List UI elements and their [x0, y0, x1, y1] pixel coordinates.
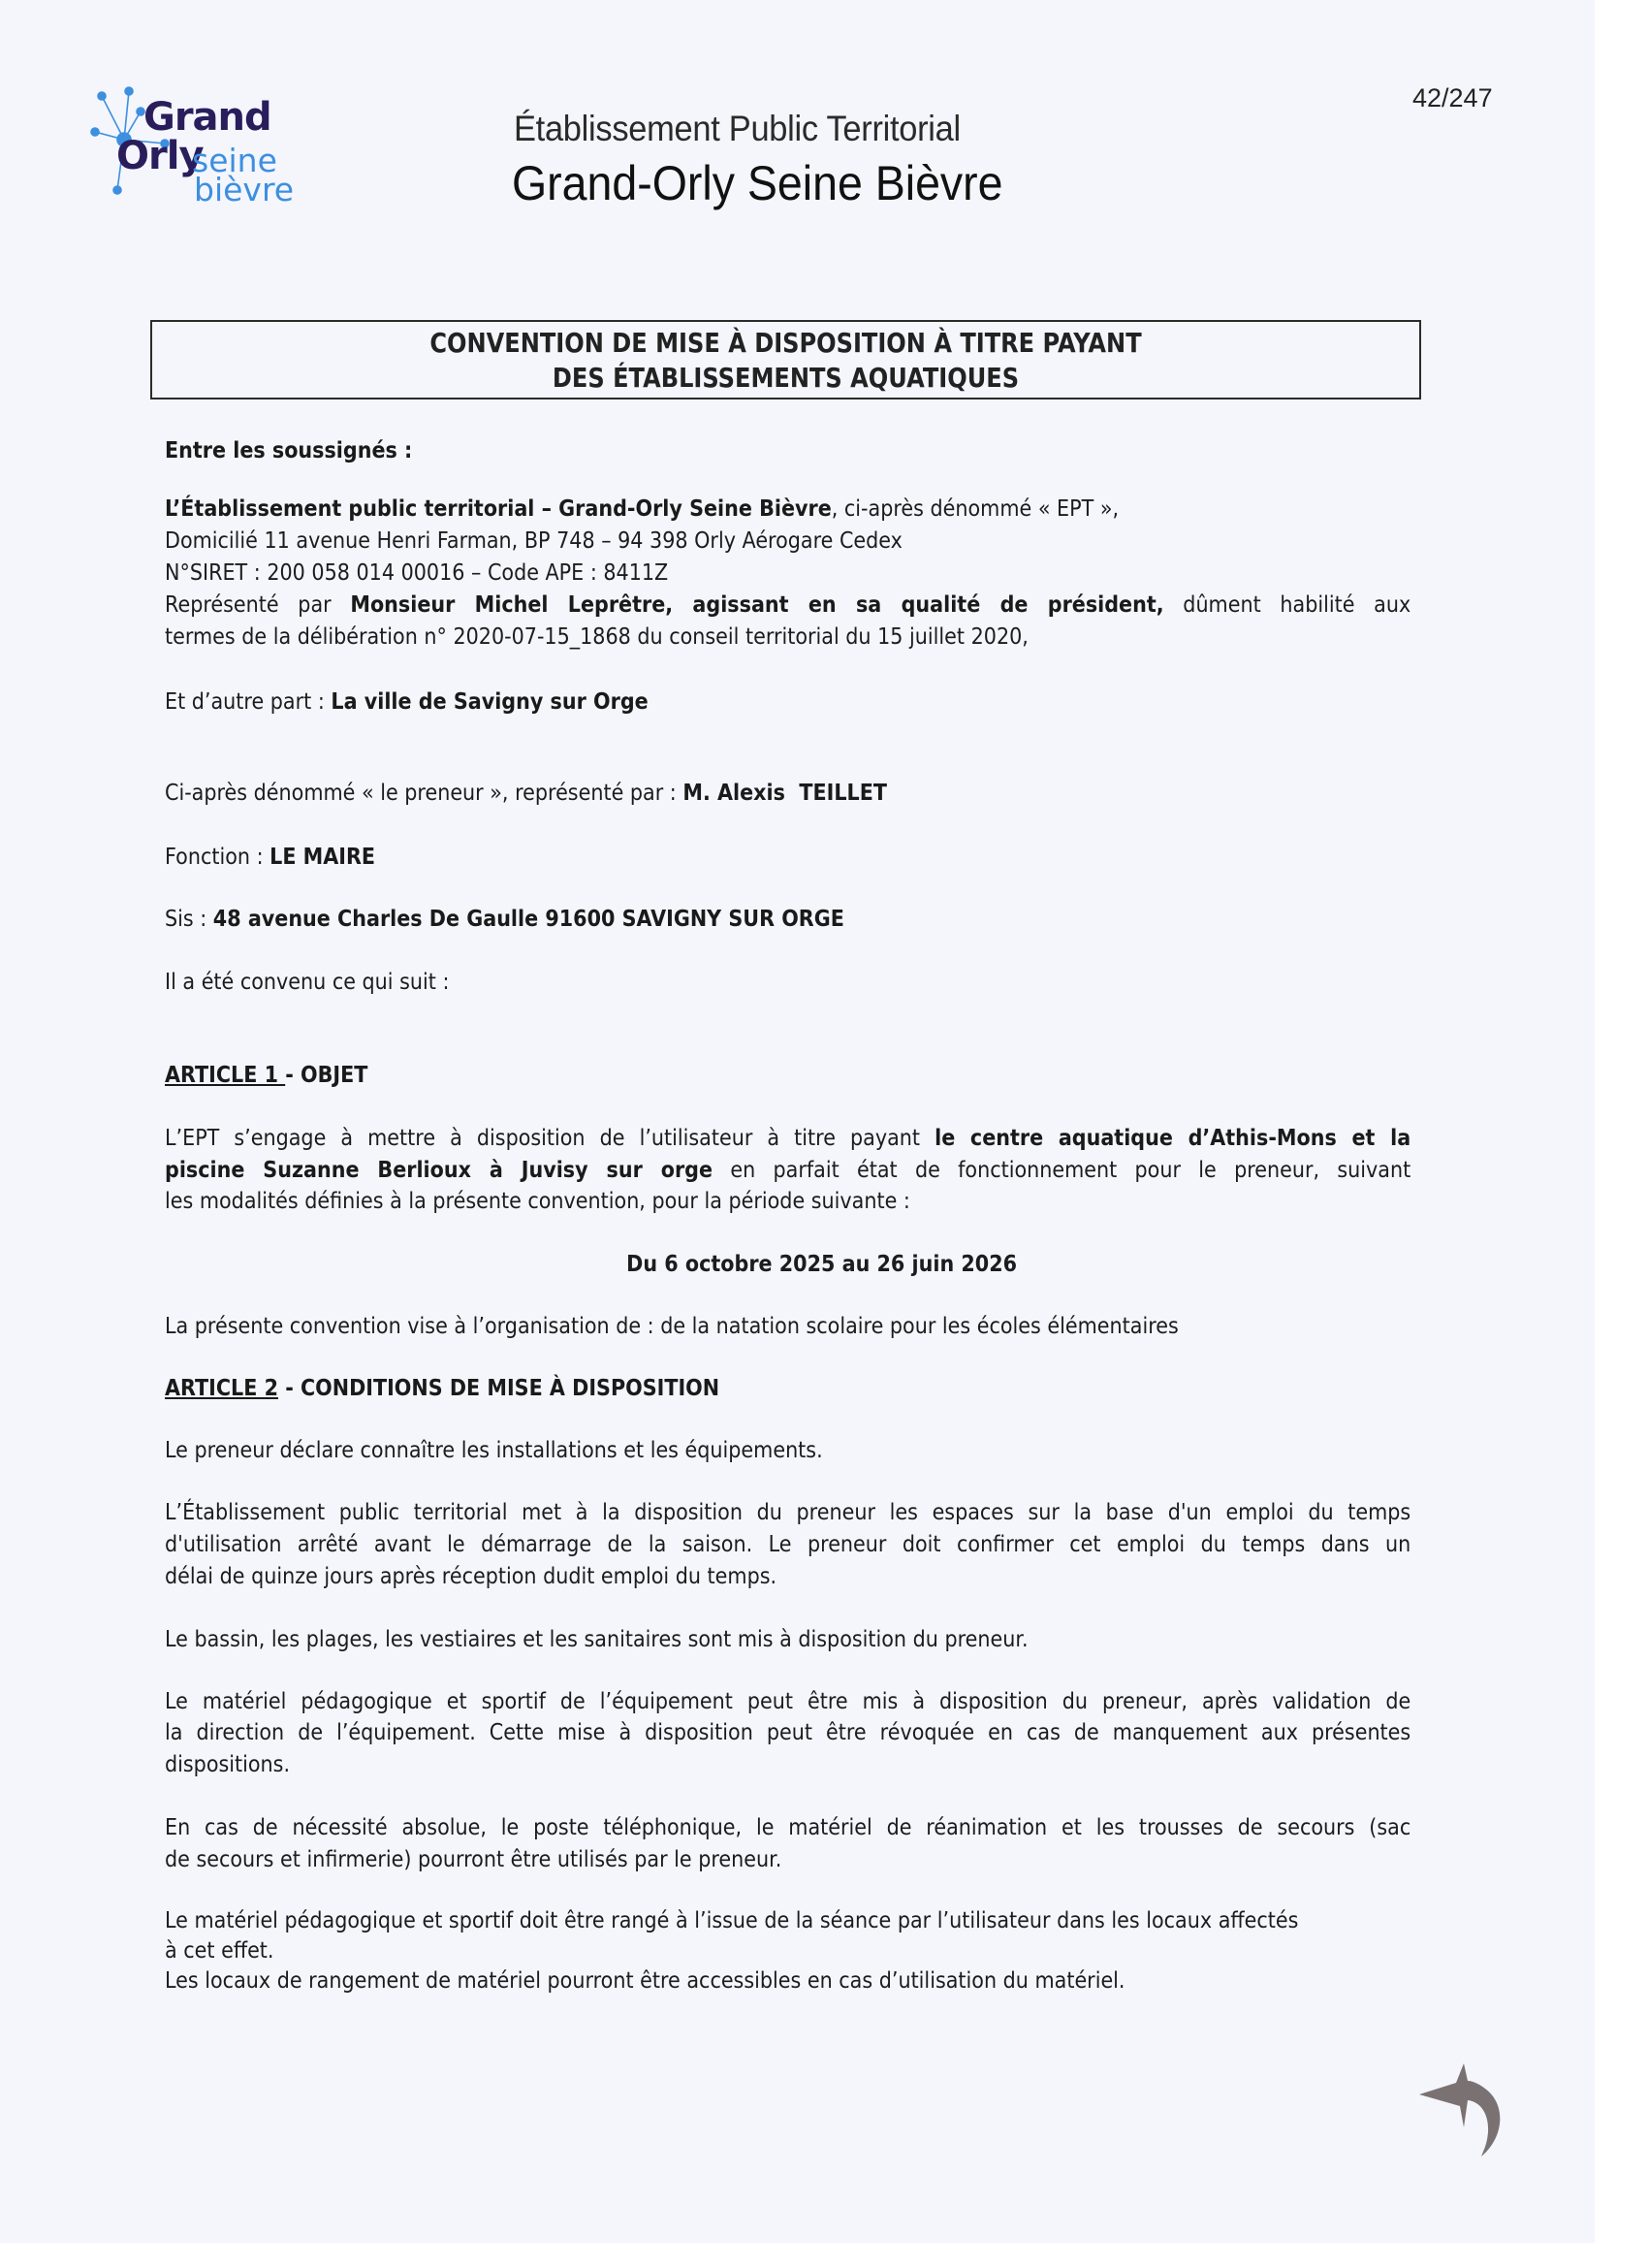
taker-function: [165, 843, 375, 872]
article1-p1-line2: [165, 1156, 1410, 1185]
article1-title: - OBJET: [285, 1063, 368, 1088]
document-title-line2: DES ÉTABLISSEMENTS AQUATIQUES: [552, 362, 1020, 394]
article1-p1-d: en parfait état de fonctionnement pour le preneur, suivant: [713, 1158, 1411, 1183]
header-subtitle: Établissement Public Territorial: [514, 109, 961, 148]
article2-p6-line1: Le matériel pédagogique et sportif doit être rangé à l’issue de la séance par l’utilisateur dans les locaux affectés: [165, 1908, 1299, 1933]
ept-siret: N°SIRET : 200 058 014 00016 – Code APE : 8411Z: [165, 560, 669, 586]
article2-p2-line3: délai de quinze jours après réception dudit emploi du temps.: [165, 1564, 777, 1589]
article1-heading: [165, 1061, 367, 1090]
rep-suffix: dûment habilité aux: [1163, 592, 1411, 618]
article2-p5-line1: En cas de nécessité absolue, le poste téléphonique, le matériel de réanimation et les trousses de secours (sac: [165, 1815, 1411, 1840]
logo-word-seine: seine: [192, 142, 277, 179]
rep-prefix: Représenté par: [165, 592, 351, 618]
article1-p1-line3: les modalités définies à la présente convention, pour la période suivante :: [165, 1189, 910, 1214]
address-value: 48 avenue Charles De Gaulle 91600 SAVIGNY SUR ORGE: [212, 907, 844, 932]
article2-title: - CONDITIONS DE MISE À DISPOSITION: [277, 1376, 720, 1401]
document-title-line1: CONVENTION DE MISE À DISPOSITION À TITRE PAYANT: [429, 327, 1142, 359]
other-name: La ville de Savigny sur Orge: [331, 689, 649, 715]
article2-p2-line2: d'utilisation arrêté avant le démarrage de la saison. Le preneur doit confirmer cet emploi du temps dans un: [165, 1532, 1411, 1557]
ept-representative: [165, 591, 1410, 620]
article2-p6-line3: Les locaux de rangement de matériel pourront être accessibles en cas d’utilisation du matériel.: [165, 1968, 1125, 1994]
ept-alias: , ci-après dénommé « EPT »,: [831, 496, 1120, 522]
article1-p1-b: le centre aquatique d’Athis-Mons et la: [935, 1126, 1411, 1151]
article1-purpose: La présente convention vise à l’organisation de : de la natation scolaire pour les écoles élémentaires: [165, 1314, 1179, 1339]
address-prefix: Sis :: [165, 907, 213, 932]
article2-p3: Le bassin, les plages, les vestiaires et les sanitaires sont mis à disposition du preneur.: [165, 1627, 1029, 1652]
taker: [165, 779, 887, 808]
article2-p5-line2: de secours et infirmerie) pourront être utilisés par le preneur.: [165, 1847, 782, 1872]
parties-intro-text: Entre les soussignés :: [165, 438, 413, 463]
article1-label: ARTICLE 1: [165, 1063, 286, 1088]
other-prefix: Et d’autre part :: [165, 689, 332, 715]
logo-word-orly: Orly: [116, 134, 204, 178]
rep-deliberation: termes de la délibération n° 2020-07-15_1868 du conseil territorial du 15 juillet 2020,: [165, 624, 1029, 650]
article2-label: ARTICLE 2: [165, 1376, 278, 1401]
article2-p1: Le preneur déclare connaître les installations et les équipements.: [165, 1438, 823, 1463]
curved-arrow-icon: [1417, 2056, 1514, 2162]
logo: [87, 85, 320, 211]
article2-p6-line2: à cet effet.: [165, 1938, 274, 1964]
article1-p1-c: piscine Suzanne Berlioux à Juvisy sur orge: [165, 1158, 713, 1183]
function-value: LE MAIRE: [269, 845, 376, 870]
logo-word-grand: Grand: [143, 95, 271, 140]
ept-name: L’Établissement public territorial – Grand-Orly Seine Bièvre: [165, 496, 832, 522]
taker-name: M. Alexis TEILLET: [682, 781, 887, 806]
parties-intro: [165, 436, 412, 465]
article2-heading: [165, 1374, 719, 1403]
header-title: Grand-Orly Seine Bièvre: [512, 156, 1003, 210]
page-number: 42/247: [1412, 83, 1493, 112]
rep-name: Monsieur Michel Leprêtre, agissant en sa qualité de président,: [350, 592, 1164, 618]
taker-address: [165, 905, 844, 934]
article2-p4-line2: la direction de l’équipement. Cette mise à disposition peut être révoquée en cas de manquement aux présentes: [165, 1720, 1411, 1745]
taker-prefix: Ci-après dénommé « le preneur », représenté par :: [165, 781, 683, 806]
article1-p1-line1: [165, 1124, 1410, 1153]
article1-p1-a: L’EPT s’engage à mettre à disposition de l’utilisateur à titre payant: [165, 1126, 935, 1151]
article2-p4-line1: Le matériel pédagogique et sportif de l’équipement peut être mis à disposition du preneur, après validation de: [165, 1689, 1411, 1714]
other-party: [165, 687, 649, 717]
article2-p2-line1: L’Établissement public territorial met à la disposition du preneur les espaces sur la base d'un emploi du temps: [165, 1500, 1411, 1525]
article1-period: Du 6 octobre 2025 au 26 juin 2026: [626, 1252, 1018, 1277]
function-prefix: Fonction :: [165, 845, 270, 870]
ept-identity: [165, 495, 1119, 524]
agreement-intro: Il a été convenu ce qui suit :: [165, 970, 450, 995]
document-title-box: [150, 320, 1421, 399]
article2-p4-line3: dispositions.: [165, 1752, 291, 1777]
ept-address: Domicilié 11 avenue Henri Farman, BP 748 – 94 398 Orly Aérogare Cedex: [165, 528, 903, 554]
logo-word-bievre: bièvre: [194, 171, 295, 208]
